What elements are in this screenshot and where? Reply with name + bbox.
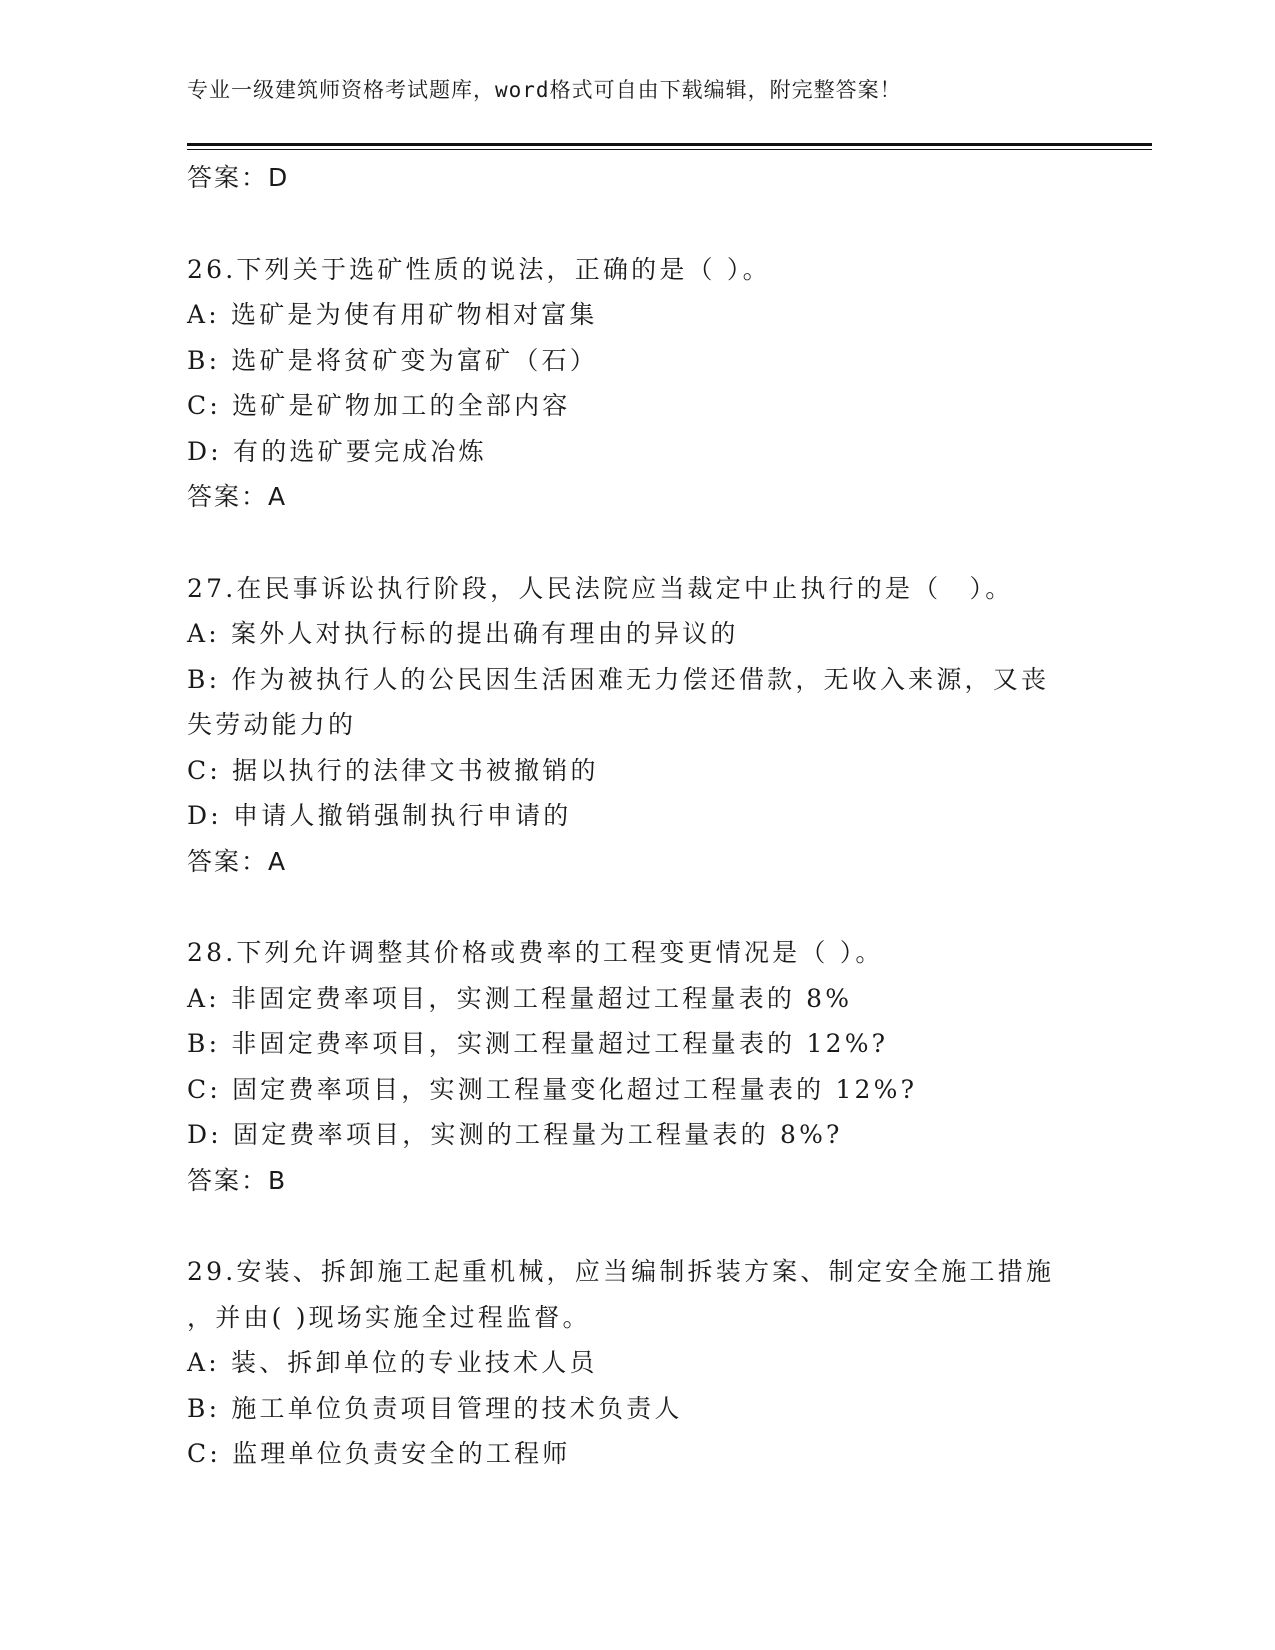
answer: 答案：A	[187, 482, 288, 511]
option-d: D: 申请人撤销强制执行申请的	[187, 801, 572, 830]
option-b: B: 施工单位负责项目管理的技术负责人	[187, 1393, 683, 1423]
header-rule-thin	[187, 149, 1152, 150]
question-29	[187, 1249, 1087, 1477]
question-27	[187, 566, 1087, 885]
option-d: D: 固定费率项目，实测的工程量为工程量表的 8%?	[187, 1120, 843, 1149]
question-28	[187, 930, 1087, 1203]
question-stem: 28.下列允许调整其价格或费率的工程变更情况是（ ）。	[187, 938, 884, 967]
option-b: B: 选矿是将贫矿变为富矿（石）	[187, 345, 598, 375]
question-stem-continued: ，并由( )现场实施全过程监督。	[187, 1302, 591, 1332]
option-a: A: 案外人对执行标的提出确有理由的异议的	[187, 619, 739, 648]
option-a: A: 装、拆卸单位的专业技术人员	[187, 1348, 598, 1377]
option-b: B: 作为被执行人的公民因生活困难无力偿还借款，无收入来源，又丧	[187, 664, 1050, 694]
option-c: C: 据以执行的法律文书被撤销的	[187, 755, 599, 785]
previous-answer: 答案：D	[187, 163, 290, 192]
option-c: C: 监理单位负责安全的工程师	[187, 1439, 571, 1468]
question-stem: 26.下列关于选矿性质的说法，正确的是（ ）。	[187, 254, 771, 284]
question-list	[187, 155, 1087, 1523]
question-stem: 29.安装、拆卸施工起重机械，应当编制拆装方案、制定安全施工措施	[187, 1257, 1055, 1286]
question-stem: 27.在民事诉讼执行阶段，人民法院应当裁定中止执行的是（ ）。	[187, 573, 1014, 603]
page-header: 专业一级建筑师资格考试题库，word格式可自由下载编辑，附完整答案！	[187, 78, 902, 102]
option-d: D: 有的选矿要完成冶炼	[187, 436, 487, 466]
option-a: A: 选矿是为使有用矿物相对富集	[187, 300, 598, 329]
option-b-continued: 失劳动能力的	[187, 710, 357, 739]
option-a: A: 非固定费率项目，实测工程量超过工程量表的 8%	[187, 983, 853, 1013]
option-c: C: 选矿是矿物加工的全部内容	[187, 391, 571, 420]
option-c: C: 固定费率项目，实测工程量变化超过工程量表的 12%?	[187, 1074, 918, 1104]
answer: 答案：B	[187, 1165, 288, 1195]
header-rule-thick	[187, 143, 1152, 146]
question-26	[187, 247, 1087, 520]
answer: 答案：A	[187, 846, 288, 876]
option-b: B: 非固定费率项目，实测工程量超过工程量表的 12%?	[187, 1029, 889, 1058]
